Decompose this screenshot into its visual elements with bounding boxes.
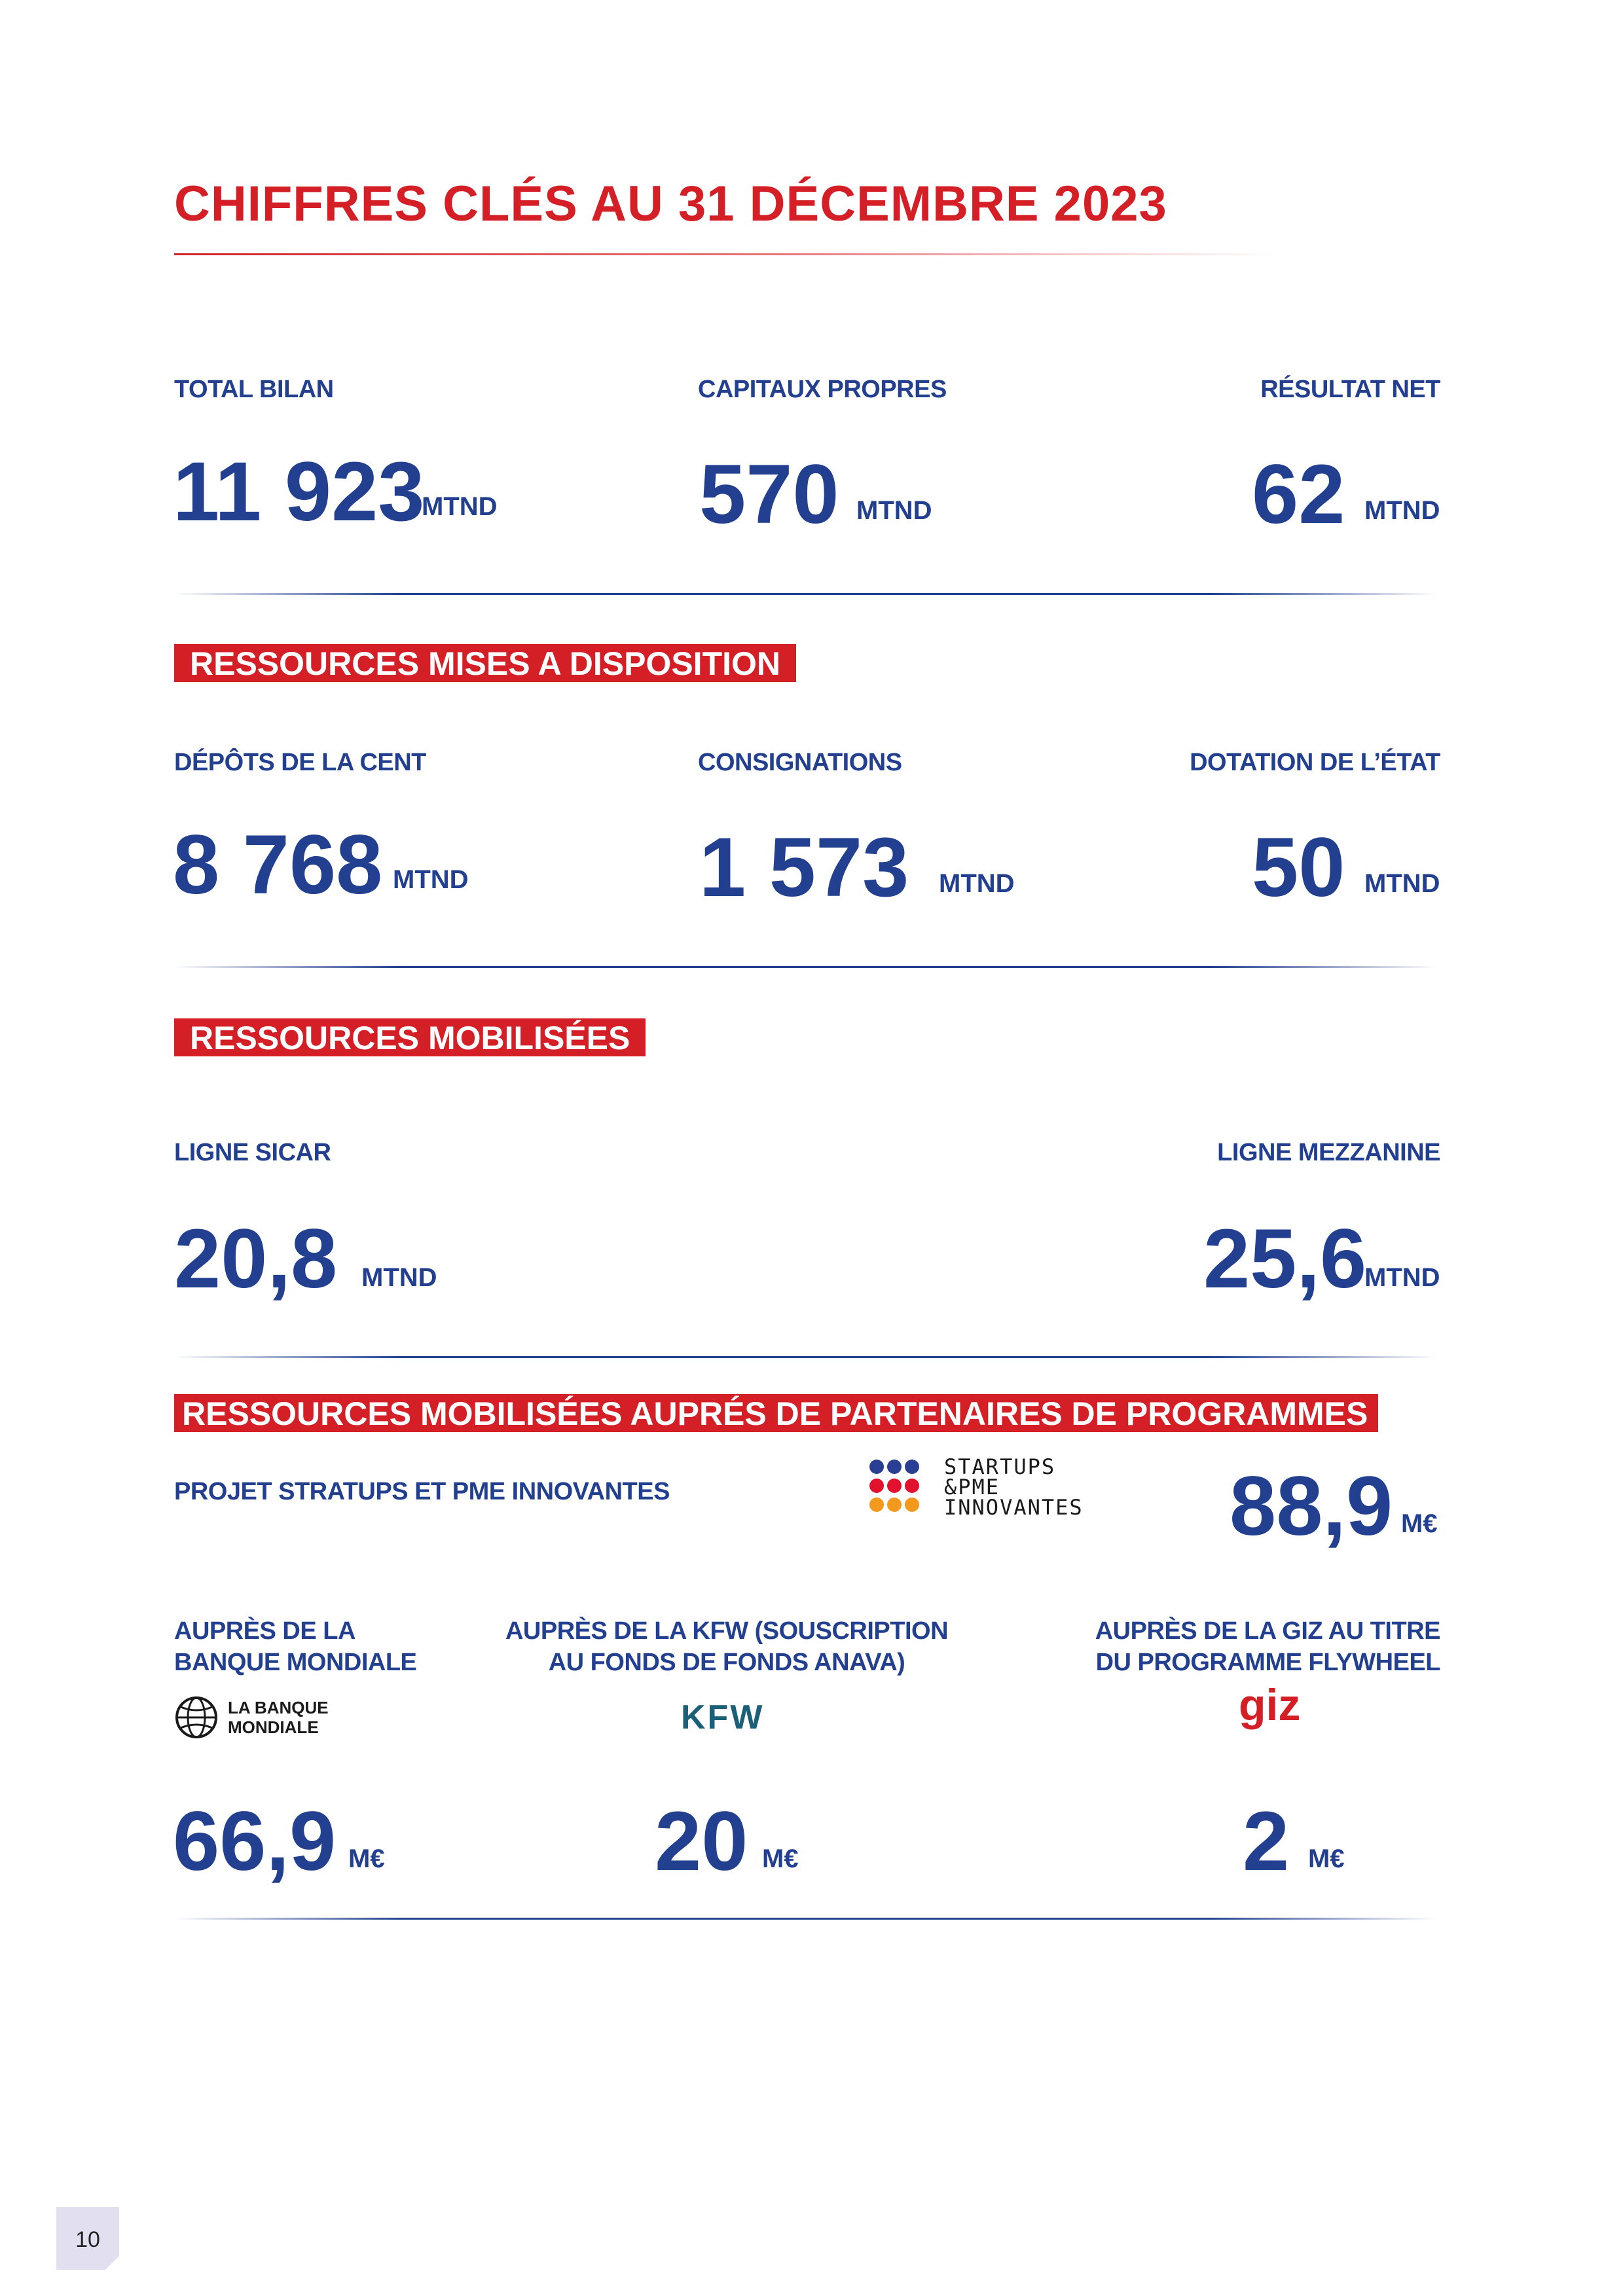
giz-logo: giz xyxy=(1239,1680,1301,1730)
ligne-sicar-label: LIGNE SICAR xyxy=(174,1139,331,1166)
section-heading-disposition: RESSOURCES MISES A DISPOSITION xyxy=(174,644,796,682)
startups-logo-line: INNOVANTES xyxy=(944,1495,1084,1520)
banque-mondiale-logo xyxy=(174,1693,344,1742)
kfw-unit: M€ xyxy=(762,1844,799,1873)
ligne-mezzanine-value: 25,6 xyxy=(1203,1212,1367,1306)
ligne-sicar-value: 20,8 xyxy=(174,1212,338,1306)
page-title: CHIFFRES CLÉS AU 31 DÉCEMBRE 2023 xyxy=(174,176,1167,232)
startups-dots-icon xyxy=(868,1458,934,1517)
projet-startups-value: 88,9 xyxy=(1230,1460,1393,1553)
depots-value: 8 768 xyxy=(173,818,383,912)
startups-logo-line: STARTUPS xyxy=(944,1454,1056,1479)
depots-label: DÉPÔTS DE LA CENT xyxy=(174,749,426,776)
banque-mondiale-label: AUPRÈS DE LA BANQUE MONDIALE xyxy=(174,1617,417,1676)
startups-pme-logo xyxy=(868,1454,1130,1522)
resultat-net-label: RÉSULTAT NET xyxy=(1260,376,1440,403)
section-divider xyxy=(174,966,1438,968)
banque-mondiale-value: 66,9 xyxy=(173,1795,337,1888)
giz-label: AUPRÈS DE LA GIZ AU TITRE DU PROGRAMME FLYWHEEL xyxy=(1095,1617,1440,1676)
banque-logo-line: MONDIALE xyxy=(228,1717,319,1737)
total-bilan-unit: MTND xyxy=(422,492,498,521)
kfw-logo: KFW xyxy=(681,1698,765,1736)
page-number: 10 xyxy=(75,2227,100,2252)
banque-logo-line: LA BANQUE xyxy=(228,1698,329,1717)
ligne-mezzanine-label: LIGNE MEZZANINE xyxy=(1217,1139,1440,1166)
projet-startups-unit: M€ xyxy=(1401,1509,1438,1538)
section-heading-partenaires: RESSOURCES MOBILISÉES AUPRÉS DE PARTENAIRES DE PROGRAMMES xyxy=(174,1394,1378,1432)
globe-icon xyxy=(174,1695,219,1740)
depots-unit: MTND xyxy=(393,865,469,894)
consignations-value: 1 573 xyxy=(699,821,909,914)
capitaux-propres-label: CAPITAUX PROPRES xyxy=(698,376,947,403)
ligne-sicar-unit: MTND xyxy=(361,1263,437,1292)
resultat-net-unit: MTND xyxy=(1364,496,1440,525)
dotation-label: DOTATION DE L’ÉTAT xyxy=(1190,749,1440,776)
section-heading-mobilisees: RESSOURCES MOBILISÉES xyxy=(174,1018,646,1056)
section-divider xyxy=(174,1918,1438,1920)
section-divider xyxy=(174,1356,1438,1358)
banque-mondiale-unit: M€ xyxy=(348,1844,385,1873)
kfw-value: 20 xyxy=(655,1795,748,1888)
kfw-label: AUPRÈS DE LA KFW (SOUSCRIPTION AU FONDS DE FONDS ANAVA) xyxy=(505,1617,949,1676)
projet-startups-label: PROJET STRATUPS ET PME INNOVANTES xyxy=(174,1478,670,1505)
startups-logo-line: &PME xyxy=(944,1475,1000,1499)
giz-value: 2 xyxy=(1243,1795,1290,1888)
resultat-net-value: 62 xyxy=(1252,448,1345,541)
consignations-label: CONSIGNATIONS xyxy=(698,749,902,776)
dotation-unit: MTND xyxy=(1364,869,1440,898)
ligne-mezzanine-unit: MTND xyxy=(1364,1263,1440,1292)
total-bilan-label: TOTAL BILAN xyxy=(174,376,334,403)
capitaux-propres-value: 570 xyxy=(699,448,839,541)
consignations-unit: MTND xyxy=(939,869,1015,898)
total-bilan-value: 11 923 xyxy=(173,445,425,539)
section-divider xyxy=(174,593,1438,595)
dotation-value: 50 xyxy=(1252,821,1345,914)
giz-unit: M€ xyxy=(1308,1844,1345,1873)
title-underline xyxy=(174,253,1274,255)
capitaux-propres-unit: MTND xyxy=(856,496,932,525)
